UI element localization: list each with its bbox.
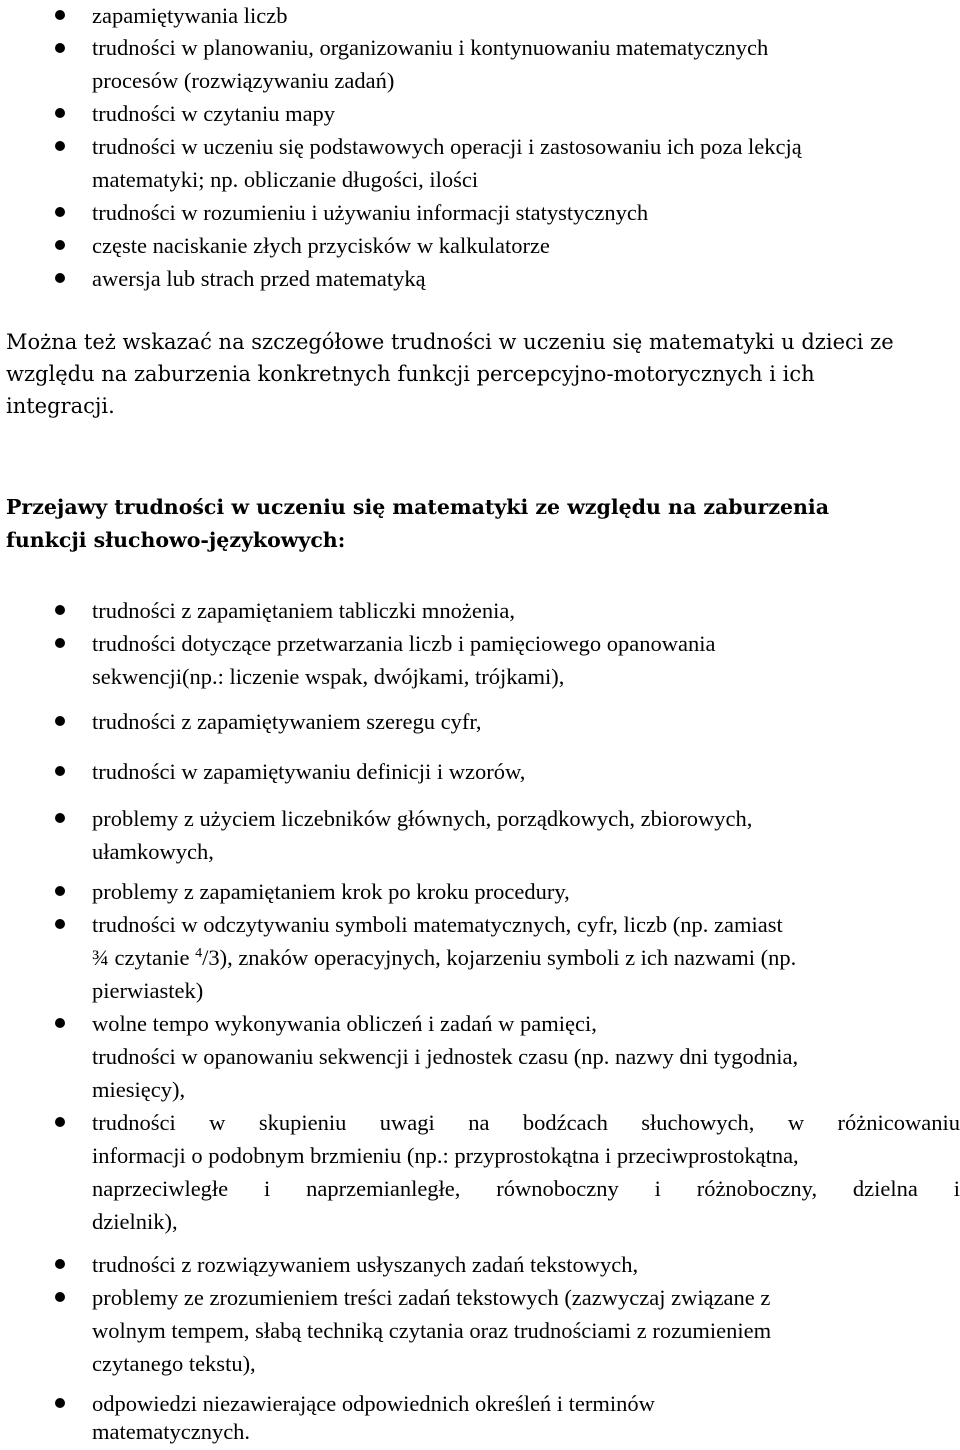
- list-item-text: trudności z rozwiązywaniem usłyszanych zadań tekstowych,: [92, 1252, 639, 1277]
- list-item-text: trudności w zapamiętywaniu definicji i wzorów,: [92, 759, 526, 784]
- bullet-icon: [55, 1259, 65, 1269]
- bullet-icon: [55, 638, 65, 648]
- bullet-icon: [55, 1292, 65, 1302]
- list-item-text: trudności z zapamiętaniem tabliczki mnożenia,: [92, 598, 515, 623]
- heading-line: funkcji słuchowo-językowych:: [6, 528, 346, 552]
- bullet-icon: [55, 813, 65, 823]
- paragraph-line: Można też wskazać na szczegółowe trudności w uczeniu się matematyki u dzieci ze: [6, 330, 894, 354]
- bullet-icon: [55, 766, 65, 776]
- bullet-icon: [55, 240, 65, 250]
- list-item-text: pierwiastek): [92, 978, 204, 1003]
- list-item-text: częste naciskanie złych przycisków w kalkulatorze: [92, 233, 550, 258]
- bullet-icon: [55, 605, 65, 615]
- list-item-text: trudności w uczeniu się podstawowych operacji i zastosowaniu ich poza lekcją: [92, 134, 802, 159]
- bullet-icon: [55, 207, 65, 217]
- bullet-icon: [55, 273, 65, 283]
- bullet-icon: [55, 1018, 65, 1028]
- list-item-text: trudności w czytaniu mapy: [92, 101, 336, 126]
- list-item-text: wolne tempo wykonywania obliczeń i zadań w pamięci,: [92, 1011, 597, 1036]
- list-item-text: matematycznych.: [92, 1419, 251, 1444]
- list-item-text: trudności z zapamiętywaniem szeregu cyfr,: [92, 709, 482, 734]
- bullet-icon: [55, 919, 65, 929]
- fraction-prefix: ¾ czytanie: [92, 945, 196, 970]
- list-item-text: problemy ze zrozumieniem treści zadań tekstowych (zazwyczaj związane z: [92, 1285, 771, 1310]
- list-item-text: zapamiętywania liczb: [92, 3, 288, 28]
- bullet-icon: [55, 1398, 65, 1408]
- list-item-text: trudności w planowaniu, organizowaniu i kontynuowaniu matematycznych: [92, 35, 769, 60]
- superscript: 4: [195, 946, 203, 961]
- list-item-text: procesów (rozwiązywaniu zadań): [92, 68, 395, 93]
- bullet-icon: [55, 716, 65, 726]
- list-item-text: problemy z użyciem liczebników głównych, porządkowych, zbiorowych,: [92, 806, 753, 831]
- paragraph-line: względu na zaburzenia konkretnych funkcji percepcyjno-motorycznych i ich: [6, 362, 815, 386]
- list-item-text: trudności w odczytywaniu symboli matematycznych, cyfr, liczb (np. zamiast: [92, 912, 783, 937]
- bullet-icon: [55, 108, 65, 118]
- bullet-icon: [55, 43, 65, 53]
- list-item-text: odpowiedzi niezawierające odpowiednich określeń i terminów: [92, 1391, 655, 1416]
- list-item-text: trudności dotyczące przetwarzania liczb i pamięciowego opanowania: [92, 631, 716, 656]
- list-item-text: trudności w opanowaniu sekwencji i jednostek czasu (np. nazwy dni tygodnia,: [92, 1044, 799, 1069]
- list-item-text: sekwencji(np.: liczenie wspak, dwójkami, trójkami),: [92, 664, 565, 689]
- bullet-icon: [55, 1117, 65, 1127]
- list-item-text: problemy z zapamiętaniem krok po kroku procedury,: [92, 879, 570, 904]
- list-item-text: dzielnik),: [92, 1209, 178, 1234]
- bullet-icon: [55, 141, 65, 151]
- list-item-text: miesięcy),: [92, 1077, 186, 1102]
- list-item-text: trudności w rozumieniu i używaniu informacji statystycznych: [92, 200, 649, 225]
- list-item-text: awersja lub strach przed matematyką: [92, 266, 426, 291]
- list-item-text: [92, 941, 960, 974]
- list-item-text: trudności w skupieniu uwagi na bodźcach słuchowych, w różnicowaniu: [92, 1110, 960, 1135]
- list-item-text: czytanego tekstu),: [92, 1351, 256, 1376]
- heading-line: Przejawy trudności w uczeniu się matematyki ze względu na zaburzenia: [6, 495, 829, 519]
- fraction-suffix: /3), znaków operacyjnych, kojarzeniu symboli z ich nazwami (np.: [202, 945, 797, 970]
- bullet-icon: [55, 886, 65, 896]
- list-item-text: naprzeciwległe i naprzemianległe, równoboczny i różnoboczny, dzielna i: [92, 1176, 960, 1201]
- list-item-text: informacji o podobnym brzmieniu (np.: przyprostokątna i przeciwprostokątna,: [92, 1143, 799, 1168]
- paragraph-line: integracji.: [6, 394, 115, 418]
- list-item-text: wolnym tempem, słabą techniką czytania oraz trudnościami z rozumieniem: [92, 1318, 772, 1343]
- list-item-text: matematyki; np. obliczanie długości, ilości: [92, 167, 479, 192]
- bullet-icon: [55, 10, 65, 20]
- list-item-text: ułamkowych,: [92, 839, 214, 864]
